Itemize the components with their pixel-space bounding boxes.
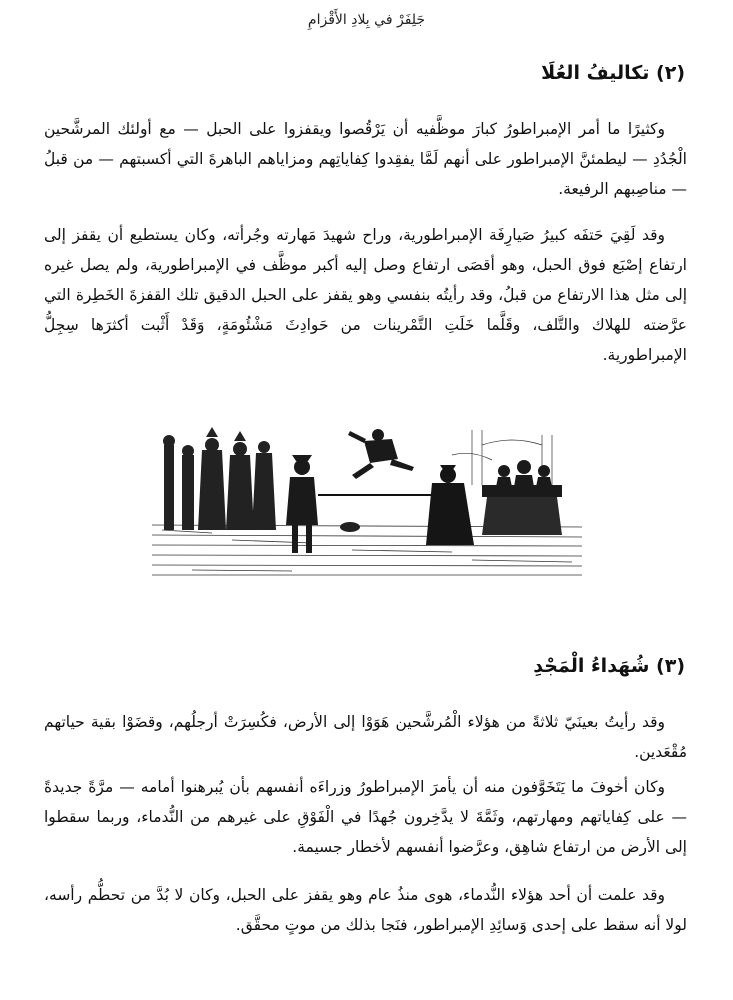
courtiers-group bbox=[163, 427, 276, 530]
robed-figure bbox=[426, 465, 474, 545]
section-heading-2: (٢) تكاليفُ العُلَا bbox=[541, 62, 685, 84]
leaping-dancer-figure bbox=[348, 429, 414, 479]
fallen-cushion bbox=[340, 522, 360, 532]
rope-holder-figure bbox=[286, 455, 318, 553]
emperor-seated-figure bbox=[482, 460, 562, 535]
paragraph-2-2: وقد لَقِيَ حَتفَه كبيرُ صَيارِفَة الإمبراطورية، وراح شهيدَ مَهارته وجُرأته، وكان يستطيع أن يقفز إلى ارتفاع إصْبَع فوق الحبل، وهو أقصَى ارتفاع وصل إليه أكبر موظَّف في الإمبراطورية، ولم يصل غيره إلى مثل هذا الارتفاع من قبلُ، وقد رأيتُه بنفسي وهو يقفز على الحبل الدقيق تلك القفزةَ الخَطِرة التي عرَّضته للهلاك والتَّلف، وقَلَّما خَلَتِ التَّمْرينات من حَوادِثَ مَشْئُومَةٍ، وَقَدْ أَثْبت أكثرَها سِجِلُّ الإمبراطورية. bbox=[44, 226, 687, 364]
running-header: جَلِفَرْ في بِلادِ الأَقْزامِ bbox=[307, 12, 426, 28]
paragraph-2-1: وكثيرًا ما أمر الإمبراطورُ كبارَ موظَّفيه أن يَرْقُصوا ويقفزوا على الحبل — مع أولئك المرشَّحين الْجُدُدِ — ليطمئنَّ الإمبراطور على أنهم لَمَّا يفقِدوا كِفاياتِهم ومزاياهم الباهرةَ التي أكسبتهم — من قبلُ — مناصِبهم الرفيعة. bbox=[44, 120, 687, 198]
rope-dance-illustration bbox=[152, 425, 582, 585]
paragraph-3-3: وقد علمت أن أحد هؤلاء النُّدماء، هوى منذُ عام وهو يقفز على الحبل، وكان لا بُدَّ من تحطُّم رأسه، لولا أنه سقط على إحدى وَسائِدِ الإمبراطور، فنَجا بذلك من موتٍ محقَّق. bbox=[44, 886, 687, 934]
paragraph-3-2: وكان أخوفَ ما يَتَخَوَّفون منه أن يأمرَ الإمبراطورُ وزراءَه أنفسهم بأن يُبرهنوا أمامه — مرَّةً جديدةً — على كِفاياتهم ومهارتهم، وثَمَّةَ لا يدَّخِرون جُهدًا في الْفَوْقِ على غيرهم من النُّدماء، وربما سقطوا إلى الأرض من ارتفاع شاهِق، وعرَّضوا أنفسهم لأخطار جسيمة. bbox=[44, 778, 687, 856]
section-heading-3: (٣) شُهَداءُ الْمَجْدِ bbox=[533, 655, 685, 677]
paragraph-3-1: وقد رأيتُ بعينَيّ ثلاثةً من هؤلاء الْمُرشَّحين هَوَوْا إلى الأرض، فكُسِرَتْ أرجلُهم، وقضَوْا بقية حياتهم مُقْعَدين. bbox=[44, 713, 687, 761]
